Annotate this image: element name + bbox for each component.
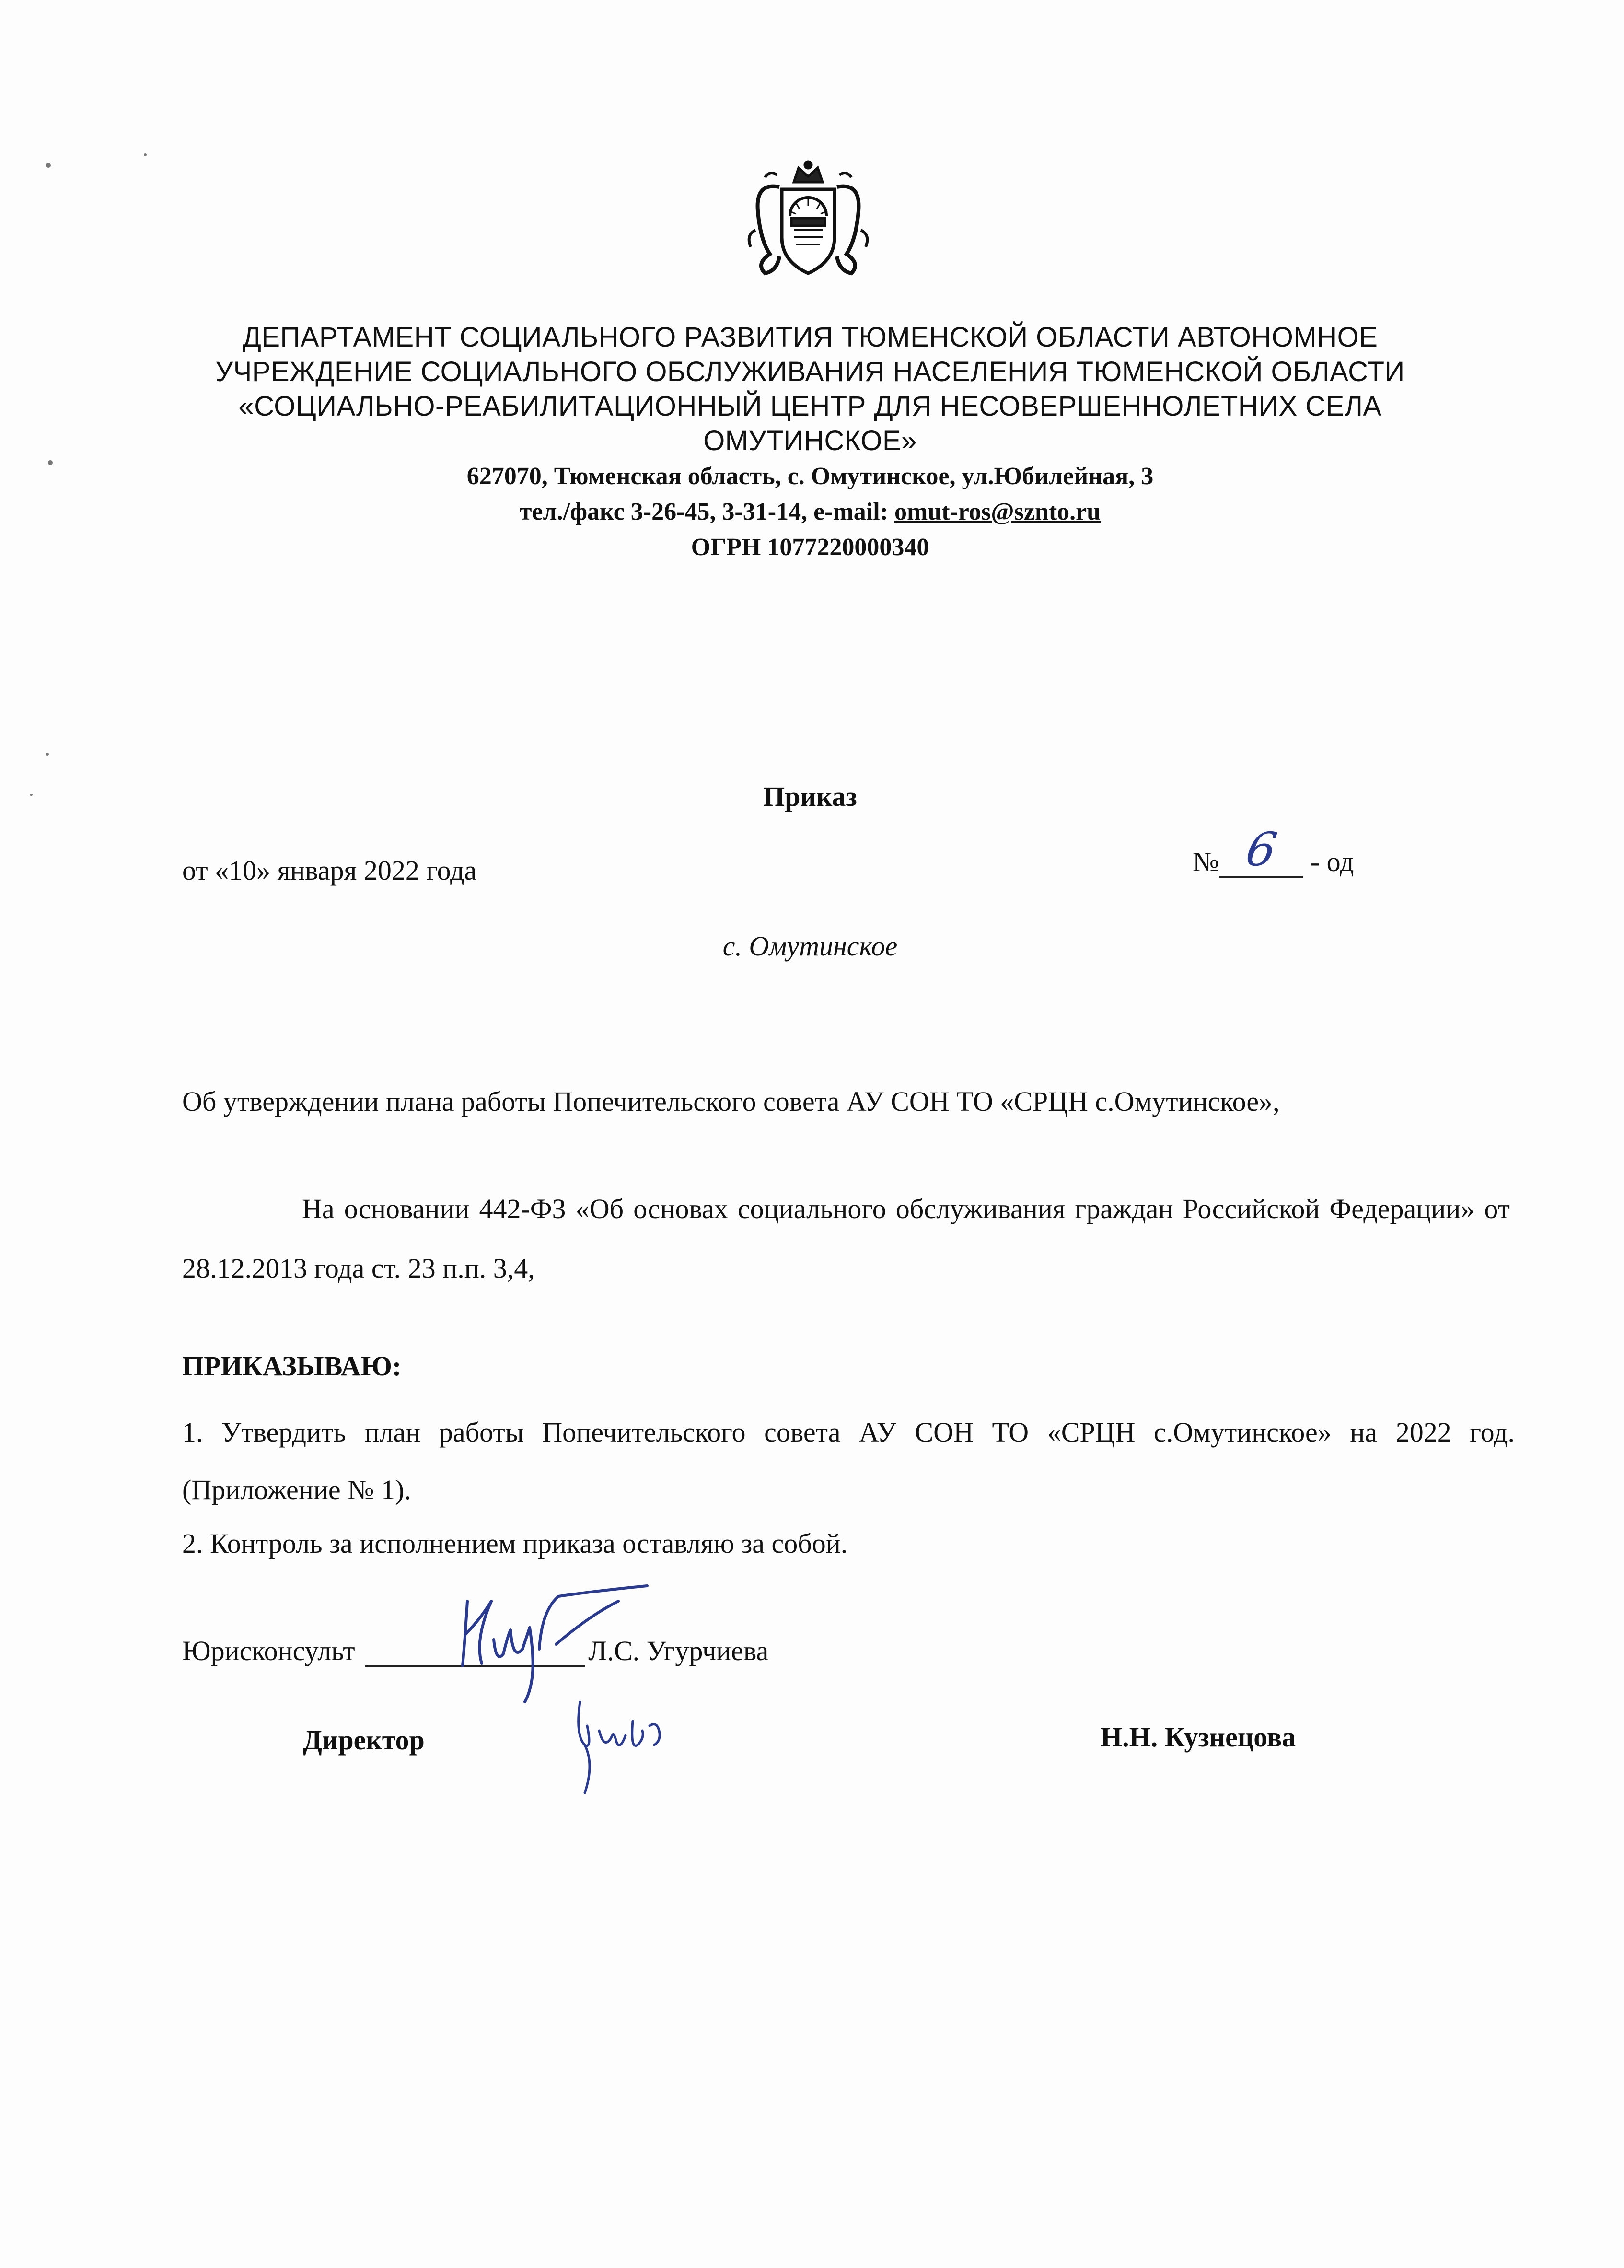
organization-address: 627070, Тюменская область, с. Омутинское, ул.Юбилейная, 3	[466, 463, 1154, 490]
phone-fax: тел./факс 3-26-45, 3-31-14, e-mail:	[519, 498, 894, 525]
order-number	[1193, 823, 1354, 878]
order-basis: На основании 442-ФЗ «Об основах социального обслуживания граждан Российской Федерации» от 28.12.2013 года ст. 23 п.п. 3,4,	[182, 1193, 1510, 1284]
organization-name-line: «СОЦИАЛЬНО-РЕАБИЛИТАЦИОННЫЙ ЦЕНТР ДЛЯ НЕСОВЕРШЕННОЛЕТНИХ СЕЛА	[238, 391, 1382, 422]
order-place: с. Омутинское	[722, 930, 898, 962]
lawyer-role: Юрисконсульт	[182, 1635, 355, 1666]
lawyer-name: Л.С. Угурчиева	[588, 1635, 769, 1666]
organization-name-line: ОМУТИНСКОЕ»	[703, 425, 917, 456]
organization-contacts	[163, 497, 1457, 527]
number-field	[1219, 823, 1303, 878]
order-date: от «10» января 2022 года	[182, 855, 477, 886]
document-title: Приказ	[763, 781, 857, 812]
scan-speck	[144, 153, 147, 156]
handwritten-number: 6	[1242, 823, 1281, 876]
number-suffix: - од	[1303, 846, 1354, 877]
order-subject: Об утверждении плана работы Попечительского совета АУ СОН ТО «СРЦН с.Омутинское»,	[182, 1086, 1280, 1117]
director-role: Директор	[303, 1724, 425, 1756]
organization-name	[163, 320, 1457, 458]
organization-name-line: ДЕПАРТАМЕНТ СОЦИАЛЬНОГО РАЗВИТИЯ ТЮМЕНСКОЙ ОБЛАСТИ АВТОНОМНОЕ	[242, 322, 1378, 353]
order-item: 1. Утвердить план работы Попечительского совета АУ СОН ТО «СРЦН с.Омутинское» на 2022 год. (Приложение № 1).	[182, 1417, 1515, 1505]
director-handwritten-signature	[566, 1692, 690, 1807]
email-link[interactable]: omut-ros@sznto.ru	[894, 498, 1101, 525]
organization-name-line: УЧРЕЖДЕНИЕ СОЦИАЛЬНОГО ОБСЛУЖИВАНИЯ НАСЕЛЕНИЯ ТЮМЕНСКОЙ ОБЛАСТИ	[215, 356, 1405, 387]
order-item: 2. Контроль за исполнением приказа оставляю за собой.	[182, 1528, 848, 1559]
scan-speck	[46, 163, 51, 168]
scan-speck	[30, 794, 33, 796]
lawyer-handwritten-signature	[446, 1582, 695, 1707]
director-name: Н.Н. Кузнецова	[1101, 1721, 1296, 1753]
scan-speck	[48, 460, 53, 465]
coat-of-arms-emblem	[736, 158, 880, 283]
number-sign: №	[1193, 846, 1219, 877]
ogrn-number: ОГРН 1077220000340	[691, 534, 929, 561]
scan-speck	[46, 753, 49, 756]
order-heading: ПРИКАЗЫВАЮ:	[182, 1350, 402, 1382]
